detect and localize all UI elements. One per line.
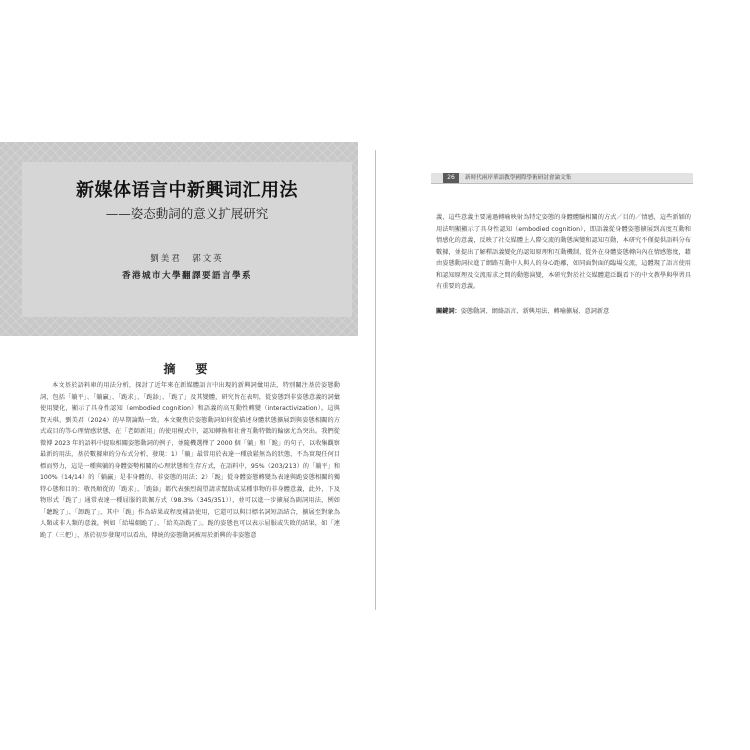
- abstract-body: [40, 380, 340, 541]
- abstract-heading: 摘 要: [163, 362, 212, 376]
- title-box: [22, 162, 352, 317]
- paper-title: 新媒体语言中新興词汇用法: [76, 180, 298, 201]
- running-header-title: 新時代兩岸華語教學國際學術研討會論文集: [465, 175, 572, 181]
- abstract-paragraph: 本文基於語料庫的用法分析，探討了近年來在新媒體語言中出現的新興詞彙用法，特別關注基於姿態動詞，包括「躺平」、「躺贏」、「跪求」、「跪舔」、「跪了」及其變體，研究旨在表明，從姿態到非姿態意義的詞彙使用變化，顯示了具身性認知（embodied cognition）和語義的高互動性轉變（interactivization）。這與賀天琪、劉美君（2024）的早期論點一致。本文聚焦於姿態動詞如何從描述身體狀態擴展到與姿態相關的方式或目的等心理情感狀態，在「老師新用」的使用模式中，認知轉換和社會互動特徵的輪廓尤為突出。我們從微博 2023 年的語料中提取相關姿態動詞的例子，並隨機選擇了 2000 個「躺」和「跪」的句子，以收集觀察最新的用法，基於數據庫的分布式分析，發現：1）「躺」最常用於表達一種放鬆無為的狀態，不為實現任何目標而努力，這是一種與躺的身體姿勢相關的心理狀態和生存方式，在語料中，95%（203/213）的「躺平」和 100%（14/14）的「躺贏」是非身體的、非姿態的用法；2）「跪」從身體姿態轉變為表達與跪姿態相關的獨特心態和目的：敬畏順從的「跪求」、「跪舔」都代表強烈渴望請求幫助或某種事物的非身體意義，此外，下及物形式「跪了」通常表達一種屈服的欽佩方式（98.3%（345/351）），並可以進一步擴展為副詞用法，例如「聽跪了」、「卸跪了」，其中「跪」作為結果或程度補語使用，它還可以與目標名詞短語結合，擴展至對象為人類或非人類的意義，例如「給場劇跪了」、「給英語跪了」。跪的姿態也可以表示屈服或失敗的結果，如「連跪了（三把）」，基於初步發現可以看出，傳統的姿態動詞被用於新興的非姿態意: [40, 382, 340, 539]
- right-body: [436, 212, 691, 293]
- affiliation: 香港城市大學翻譯要語言學系: [121, 271, 252, 281]
- title-banner: [0, 142, 358, 336]
- paper-subtitle: ——姿态動詞的意义扩展研究: [105, 206, 269, 221]
- keywords-text: 姿態動詞、網絡語言、新興用法、轉喻擴展、意詞新意: [460, 308, 610, 315]
- authors: 劉美君 郭文英: [150, 254, 224, 264]
- right-page: [376, 0, 750, 750]
- page-number: 26: [443, 173, 459, 183]
- keywords-line: [436, 306, 691, 317]
- keywords-label: 關鍵詞：: [436, 308, 461, 315]
- running-header: [431, 173, 693, 184]
- right-paragraph: 義，這些意義主要通過轉喻映射為特定姿態的身體體驗相關的方式／目的／情感，這些新穎的用法明顯顯示了具身性認知（embodied cognition），即語義從身體姿態擴展到高度互動和情感化的意義，反映了社交媒體上人際交流的動態演變和認知互動，本研究不僅提供語料分布數據，並提出了解釋語義變化的認知原理和互動機制，從外在身體姿態轉向內在情感態度，藉由姿態動詞拉進了網路互動中人與人的身心距離，如同面對面的臨場交流，這體現了語言使用和認知原理及交流需求之間的動態演變，本研究對於社交媒體還泛觀看下的中文教學與學習具有重要的意義。: [436, 214, 691, 290]
